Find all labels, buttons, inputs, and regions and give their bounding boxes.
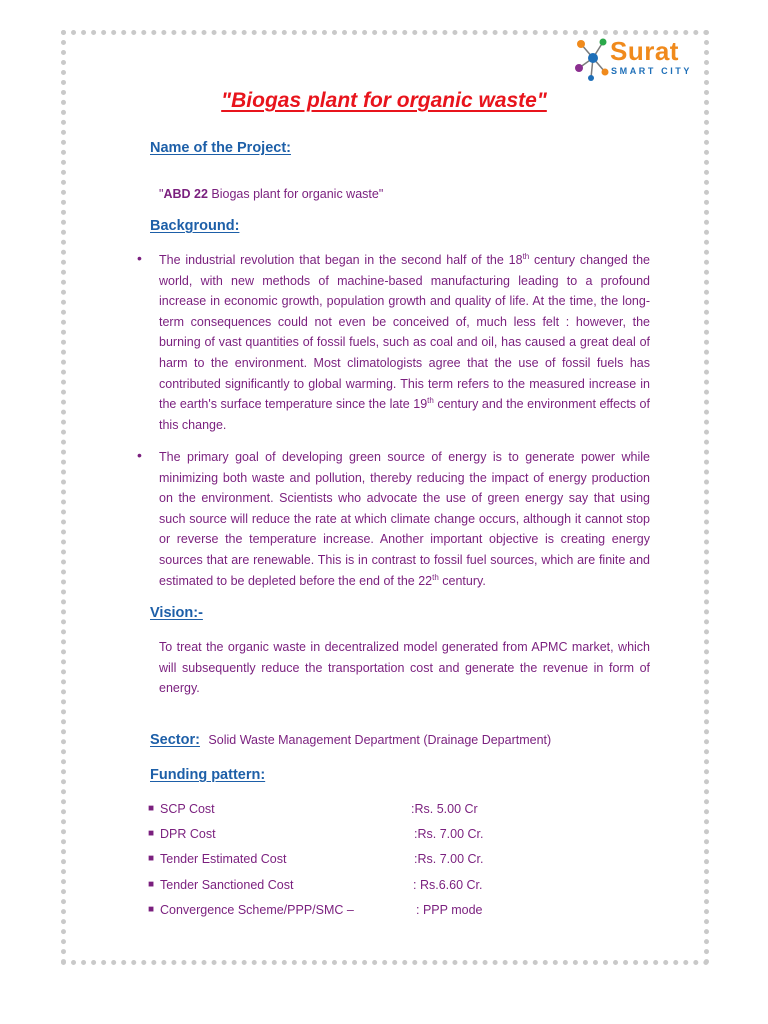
funding-list xyxy=(148,799,668,925)
document-title: "Biogas plant for organic waste" xyxy=(221,89,547,112)
sector-row xyxy=(150,731,551,749)
funding-item-label: Tender Estimated Cost xyxy=(160,852,287,867)
funding-item-value: :Rs. 7.00 Cr. xyxy=(414,852,484,867)
funding-item xyxy=(148,900,668,925)
funding-item xyxy=(148,849,668,874)
square-bullet-icon: ■ xyxy=(148,903,155,915)
funding-item-value: :Rs. 5.00 Cr xyxy=(411,802,478,816)
funding-item-label: Convergence Scheme/PPP/SMC – xyxy=(160,902,354,917)
funding-item xyxy=(148,799,668,824)
funding-item-label: SCP Cost xyxy=(160,802,215,816)
background-paragraph-1: The industrial revolution that began in the second half of the 18th century changed the world, with new methods of machine-based manufacturing leading to a profound increase in economic growth, population growth and quality of life. At the time, the long-term consequences could not even be conceived of, much less felt : however, the burning of vast quantities of fossil fuels, such as coal and oil, has caused a great deal of harm to the environment. Most climatologists agree that the use of fossil fuels has contributed significantly to global warming. This term refers to the measured increase in the earth's surface temperature since the late 19th century and the environment effects of this change. xyxy=(159,251,650,432)
funding-heading: Funding pattern: xyxy=(150,767,266,783)
sector-value: Solid Waste Management Department (Drainage Department) xyxy=(208,733,552,747)
sector-label: Sector: xyxy=(150,732,200,748)
logo-name: Surat xyxy=(610,36,679,66)
funding-item xyxy=(148,875,668,900)
vision-text: To treat the organic waste in decentralized model generated from APMC market, which will subsequently reduce the transportation cost and generate the revenue in form of energy. xyxy=(159,640,650,696)
funding-item-value: :Rs. 7.00 Cr. xyxy=(414,827,484,842)
square-bullet-icon: ■ xyxy=(148,878,155,890)
logo-subtitle: SMART CITY xyxy=(611,66,692,76)
funding-item-value: : Rs.6.60 Cr. xyxy=(413,877,483,892)
square-bullet-icon: ■ xyxy=(148,803,155,814)
background-heading: Background: xyxy=(150,218,240,234)
project-name-value: "ABD 22 Biogas plant for organic waste" xyxy=(159,187,384,201)
surat-smart-city-logo xyxy=(573,36,701,84)
bullet-dot: • xyxy=(137,447,142,463)
square-bullet-icon: ■ xyxy=(148,828,155,840)
logo-emblem-icon xyxy=(573,36,613,82)
funding-item-label: DPR Cost xyxy=(160,827,216,842)
funding-item-value: : PPP mode xyxy=(416,902,483,917)
square-bullet-icon: ■ xyxy=(148,853,155,865)
funding-item xyxy=(148,824,668,849)
background-paragraph-2: The primary goal of developing green source of energy is to generate power while minimizing both waste and pollution, thereby reducing the impact of energy production on the environment. Scientists who advocate the use of green energy say that using such source will reduce the rate at which climate change occurs, although it cannot stop or reverse the temperature increase. Another important objective is creating energy sources that are renewable. This is in contrast to fossil fuel sources, which are finite and estimated to be depleted before the end of the 22th century. xyxy=(159,450,650,588)
vision-heading: Vision:- xyxy=(150,605,203,621)
funding-item-label: Tender Sanctioned Cost xyxy=(160,877,294,892)
bullet-dot: • xyxy=(137,250,142,266)
project-name-heading: Name of the Project: xyxy=(150,140,291,156)
